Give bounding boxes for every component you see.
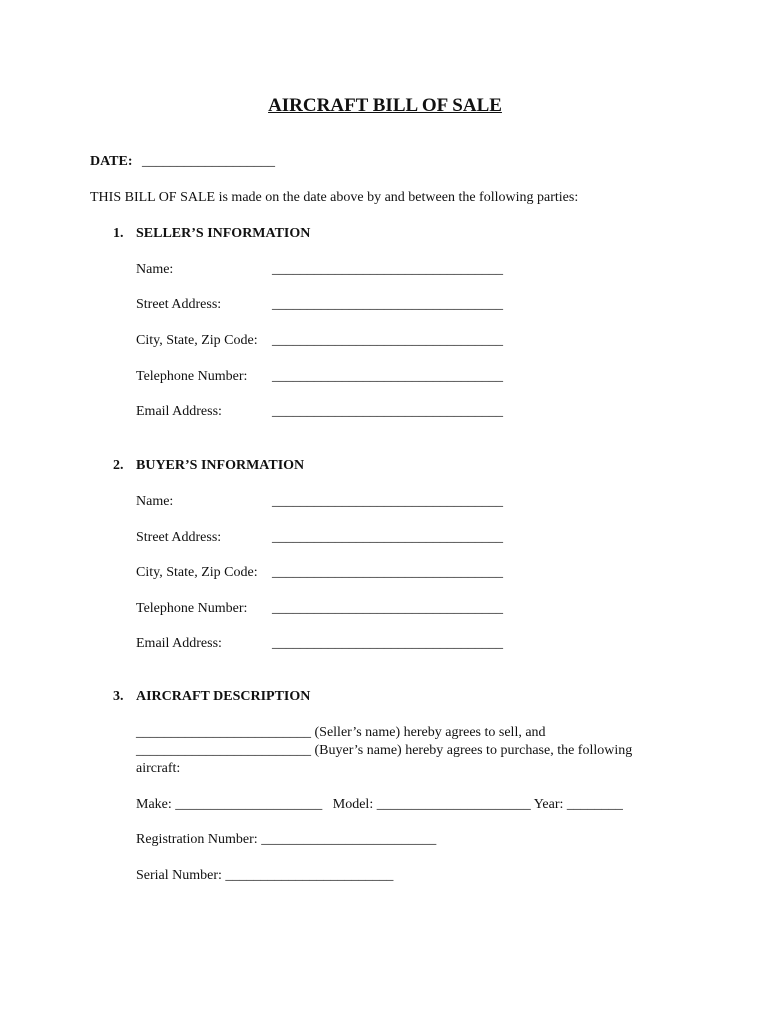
seller-telephone-label: Telephone Number: [136, 369, 248, 384]
date-field[interactable]: ___________________ [142, 154, 275, 169]
seller-street-label: Street Address: [136, 297, 222, 312]
registration-number-line[interactable]: Registration Number: _________________________ [136, 832, 437, 847]
buyer-section-heading: BUYER’S INFORMATION [136, 458, 305, 473]
seller-telephone-field[interactable]: _________________________________ [272, 369, 503, 384]
seller-city-label: City, State, Zip Code: [136, 333, 258, 348]
seller-email-label: Email Address: [136, 404, 222, 419]
buyer-section-number: 2. [113, 458, 124, 473]
seller-name-label: Name: [136, 262, 174, 277]
seller-section-number: 1. [113, 226, 124, 241]
buyer-city-field[interactable]: _________________________________ [272, 565, 503, 580]
serial-number-line[interactable]: Serial Number: ________________________ [136, 868, 394, 883]
buyer-telephone-field[interactable]: _________________________________ [272, 601, 503, 616]
seller-email-field[interactable]: _________________________________ [272, 404, 503, 419]
buyer-email-field[interactable]: _________________________________ [272, 636, 503, 651]
document-title: AIRCRAFT BILL OF SALE [268, 95, 502, 116]
seller-section-heading: SELLER’S INFORMATION [136, 226, 311, 241]
seller-name-field[interactable]: _________________________________ [272, 262, 503, 277]
buyer-telephone-label: Telephone Number: [136, 601, 248, 616]
aircraft-section-number: 3. [113, 689, 124, 704]
buyer-street-field[interactable]: _________________________________ [272, 530, 503, 545]
buyer-name-field[interactable]: _________________________________ [272, 494, 503, 509]
seller-agreement-line[interactable]: _________________________ (Seller’s name) hereby agrees to sell, and [136, 725, 546, 740]
intro-paragraph: THIS BILL OF SALE is made on the date above by and between the following parties: [90, 190, 579, 205]
buyer-email-label: Email Address: [136, 636, 222, 651]
aircraft-word: aircraft: [136, 761, 181, 776]
make-model-year-line[interactable]: Make: _____________________ Model: ______________________ Year: ________ [136, 797, 623, 812]
buyer-name-label: Name: [136, 494, 174, 509]
buyer-agreement-line[interactable]: _________________________ (Buyer’s name) hereby agrees to purchase, the following [136, 743, 633, 758]
seller-street-field[interactable]: _________________________________ [272, 297, 503, 312]
buyer-city-label: City, State, Zip Code: [136, 565, 258, 580]
buyer-street-label: Street Address: [136, 530, 222, 545]
seller-city-field[interactable]: _________________________________ [272, 333, 503, 348]
date-label: DATE: [90, 154, 133, 169]
aircraft-section-heading: AIRCRAFT DESCRIPTION [136, 689, 311, 704]
